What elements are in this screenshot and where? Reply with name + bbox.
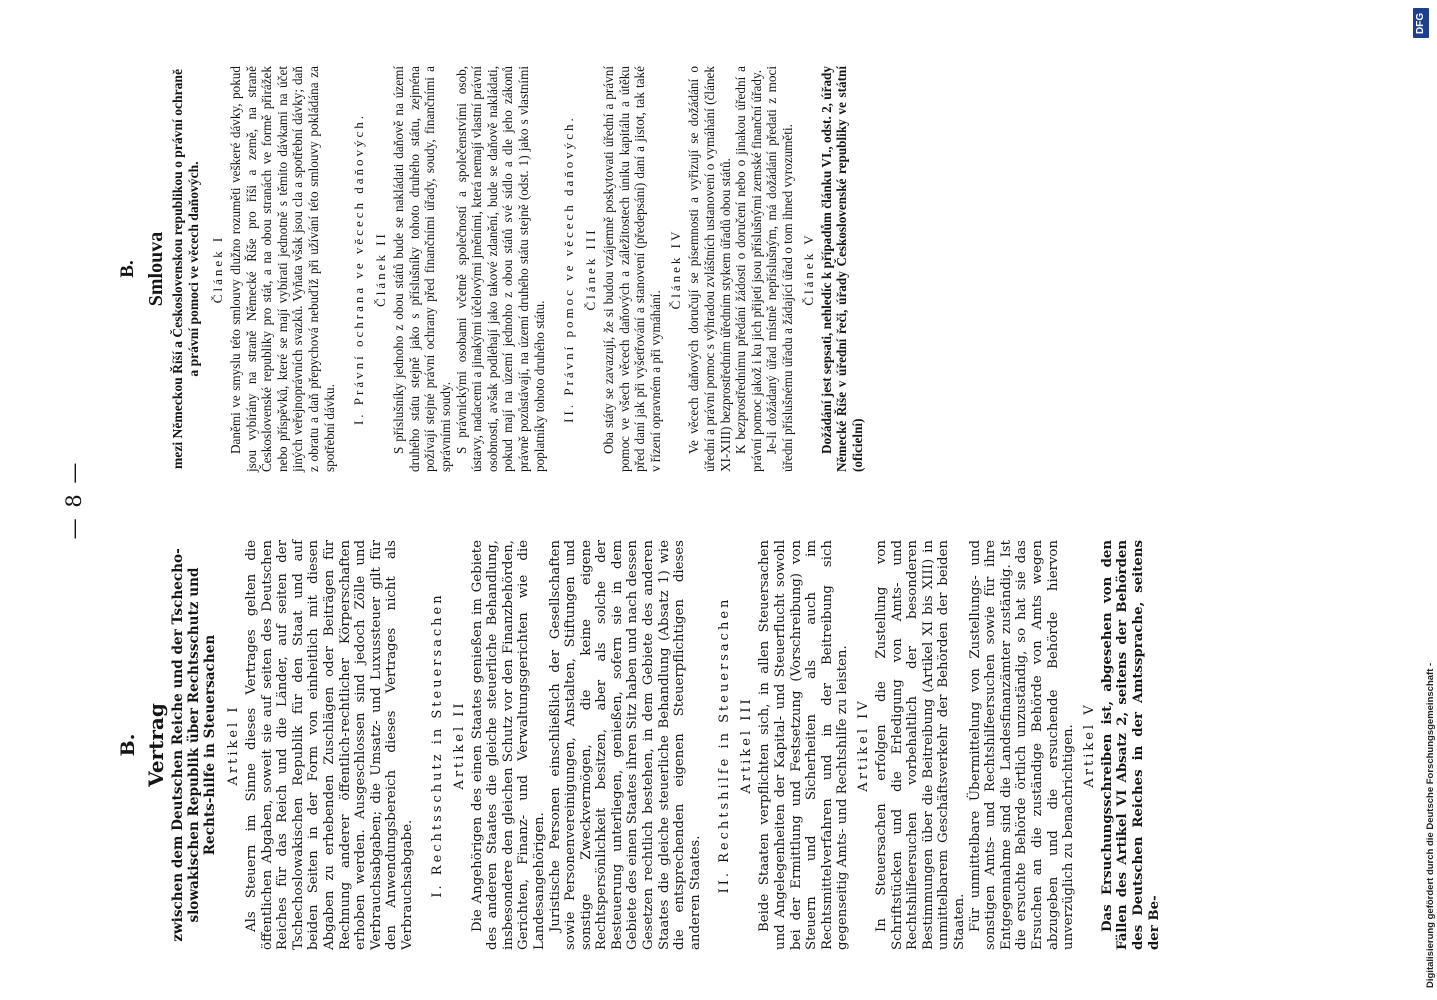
page-number: — 8 —	[62, 460, 86, 540]
czech-article-heading: Článek V	[800, 232, 816, 306]
czech-paragraph: Je-li dožádaný úřad místně nepříslušným, má dožádání předati z moci úřední příslušnému úřadu a žádající úřad o tom ihned vyrozuměti.	[764, 66, 796, 472]
czech-paragraph: S právnickými osobami včetně společností a společenstvími osob, ústavy, nadacemi a jinakými účelovými jměními, která nemají vlastní právní osobnosti, avšak podléhají jako takové zdanění, bude se daňově nakládati, pokud mají na území jednoho z obou států své sídlo a dle jeho zákonů právně pozůstávají, na území druhého státu stejně (odst. 1) jako s vlastními poplatníky tohoto druhého státu.	[453, 66, 547, 472]
czech-paragraph: K bezprostřednímu předání žádosti o doručení nebo o jinakou úřední a právní pomoc jakož i ku jich přijetí jsou příslušnými zemské finanční úřady.	[733, 66, 764, 472]
german-paragraph: Beide Staaten verpflichten sich, in allen Steuersachen und Angelegenheiten der Kapital- und Steuerflucht sowohl bei der Ermittlung und Festsetzung (Vorschreibung) von Steuern und Sicherheiten als auch im Rechtsmittelverfahren und in der Beitreibung sich gegenseitig Amts- und Rechtshilfe zu leisten.	[757, 540, 851, 950]
czech-article-heading: Článek IV	[668, 228, 684, 310]
german-article-heading: Artikel I	[226, 704, 241, 786]
czech-subtitle: mezi Německou Říší a Československou republikou o právní ochraně a právní pomoci ve věcech daňových.	[170, 68, 201, 470]
german-paragraph: Das Ersuchungsschreiben ist, abgesehen von den Fällen des Artikel VI Absatz 2, seitens der Behörden des Deutschen Reiches in der Amtssprache, seitens der Be-	[1099, 540, 1162, 950]
czech-paragraph: Ve věcech daňových doručují se písemnosti a vyřizují se dožádání o úřední a právní pomoc s výhradou zvláštních ustanovení o vymáhání (článek XI-XIII) bezprostředním úředním stykem úřadů obou států.	[686, 66, 733, 472]
german-paragraph: Die Angehörigen des einen Staates genießen im Gebiete des anderen Staates die gleiche steuerliche Behandlung, insbesondere den gleichen Schutz vor den Finanzbehörden, Gerichten, Finanz- und Verwaltungsgerichten wie die Landesangehörigen.	[469, 540, 547, 950]
czech-title: Smlouva	[145, 231, 167, 307]
german-article-heading: Artikel II	[451, 700, 467, 790]
german-title: Vertrag	[144, 703, 168, 787]
czech-paragraph: Oba státy se zavazují, že si budou vzájemně poskytovati úřední a právní pomoc ve všech věcech daňových a záležitostech úniku kapitálu a útěku před daní jak při vyšetřování a stanovení (předepsání) daní a jistot, tak také v řízení opravném a při vymáhání.	[601, 66, 663, 472]
czech-article-heading: Článek II	[373, 231, 389, 307]
german-paragraph: Für unmittelbare Übermittelung von Zustellungs- und sonstigen Amts- und Rechtshilfeersuchen sowie für ihre Entgegennahme sind die Landesfinanzämter zuständig. Ist die ersuchte Behörde örtlich unzuständig, so hat sie das Ersuchen an die zuständige Behörde von Amts wegen abzugeben und die ersuchende Behörde hiervon unverzüglich zu benachrichtigen.	[967, 540, 1077, 950]
czech-section-heading: I. Právní ochrana ve věcech daňových.	[351, 112, 367, 426]
czech-section-letter: B.	[117, 260, 138, 278]
german-column	[110, 540, 1340, 950]
german-article-heading: Artikel V	[1081, 702, 1097, 788]
german-section-heading: II. Rechtshilfe in Steuersachen	[717, 596, 733, 894]
czech-paragraph: Daněmi ve smyslu této smlouvy dlužno rozuměti veškeré dávky, pokud jsou vybírány na straně Německé Říše pro říši a země, na straně Československé republiky pro stát, a na obou stranách ve formě přirážek nebo příspěvků, které se mají vybírati jednotně s těmito dávkami na účet jiných veřejnoprávních svazků. Vyňata však jsou cla a spotřební dávky; daň z obratu a daň přepychová nebuďiž při užívání této smlouvy pokládána za spotřební dávku.	[228, 66, 337, 472]
czech-article-heading: Článek III	[583, 227, 599, 311]
german-subtitle: zwischen dem Deutschen Reiche und der Tschecho-slowakischen Republik über Rechtsschutz und Rechts-hilfe in Steuersachen	[170, 548, 218, 942]
czech-paragraph: Dožádání jest sepsati, nehledíc k případům článku VI., odst. 2, úřady Německé Říše v úřední řeči, úřady Československé republiky ve státní (oficielní)	[818, 66, 865, 472]
czech-column	[110, 66, 1340, 472]
german-article-heading: Artikel IV	[856, 698, 871, 792]
czech-paragraph: S příslušníky jednoho z obou států bude se nakládati daňově na území druhého státu stejně jako s příslušníky tohoto druhého státu, zejména požívají stejné právní ochrany před finančními úřady, soudy, finančními a správními soudy.	[391, 66, 453, 472]
czech-article-heading: Článek I	[210, 234, 225, 304]
german-section-letter: B.	[117, 733, 139, 757]
german-paragraph: Juristische Personen einschließlich der Gesellschaften sowie Personenvereinigungen, Anstalten, Stiftungen und sonstige Zweckvermögen, die keine eigene Rechtspersönlichkeit besitzen, aber als solche der Besteuerung unterliegen, genießen, sofern sie in dem Gebiete des einen Staates ihren Sitz haben und nach dessen Gesetzen rechtlich bestehen, in dem Gebiete des anderen Staates die gleiche steuerliche Behandlung (Absatz 1) wie die entsprechenden eigenen Steuerpflichtigen dieses anderen Staates.	[547, 540, 703, 950]
german-paragraph: Als Steuern im Sinne dieses Vertrages gelten die öffentlichen Abgaben, soweit sie auf seiten des Deutschen Reiches für das Reich und die Länder, auf seiten der Tschechoslowakischen Republik für den Staat und auf beiden Seiten in der Form von einheitlich mit diesen Abgaben zu erhebenden Zuschlägen oder Beiträgen für Rechnung anderer öffentlich-rechtlicher Körperschaften erhoben werden. Ausgeschlossen sind jedoch Zölle und Verbrauchsabgaben; die Umsatz- und Luxussteuer gilt für den Anwendungsbereich dieses Vertrages nicht als Verbrauchsabgabe.	[244, 540, 415, 950]
german-article-heading: Artikel III	[739, 696, 755, 794]
dfg-logo	[1413, 8, 1429, 38]
czech-section-heading: II. Právní pomoc ve věcech daňových.	[561, 115, 577, 423]
dfg-logo-text: DFG	[1415, 12, 1426, 34]
german-paragraph: In Steuersachen erfolgen die Zustellung von Schriftstücken und die Erledigung von Amts- und Rechtshilfeersuchen vorbehaltlich der besonderen Bestimmungen über die Beitreibung (Artikel XI bis XIII) in unmittelbarem Geschäftsverkehr der Behörden der beiden Staaten.	[874, 540, 967, 950]
digitization-credit: Digitalisierung gefördert durch die Deutsche Forschungsgemeinschaft -	[1425, 662, 1436, 988]
digitization-sidebar	[1405, 8, 1436, 992]
german-section-heading: I. Rechtsschutz in Steuersachen	[429, 592, 445, 898]
